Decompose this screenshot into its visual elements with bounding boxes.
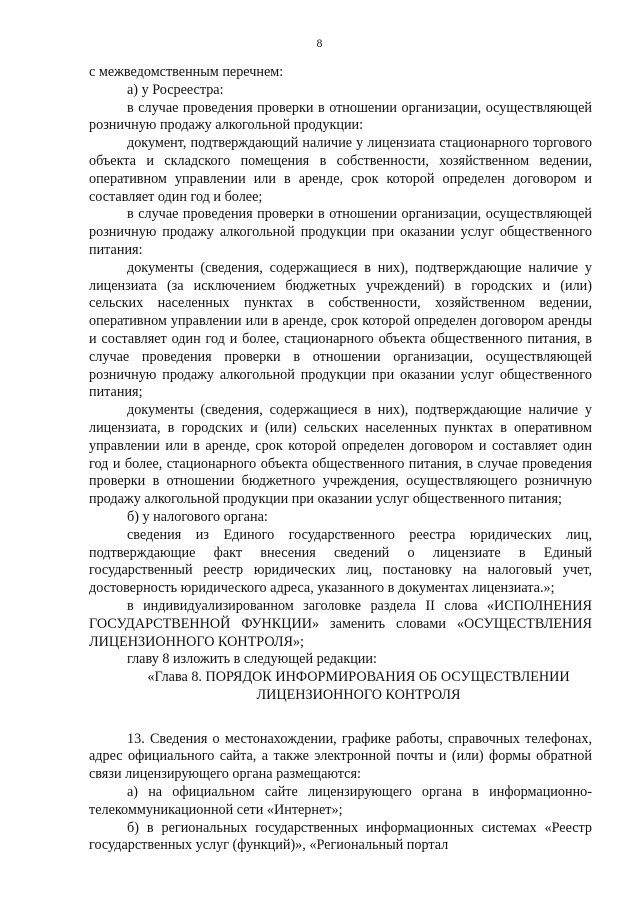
paragraph-documents-licensee: документы (сведения, содержащиеся в них), подтверждающие наличие у лицензиата (за исключением бюджетных учреждений) в городских и (или) сельских населенных пунктах в собственности, хозяйственном ведении, оперативном управлении или в аренде, срок которой определен договором аренды и составляет один год и более, стационарного объекта общественного питания, в случае проведения проверки в отношении организации, осуществляющей розничную продажу алкогольной продукции при оказании услуг общественного питания;	[89, 259, 592, 401]
paragraph-case-catering: в случае проведения проверки в отношении организации, осуществляющей розничную продажу алкогольной продукции при оказании услуг общественного питания:	[89, 206, 592, 258]
chapter-8-heading: «Глава 8. ПОРЯДОК ИНФОРМИРОВАНИЯ ОБ ОСУЩЕСТВЛЕНИИ ЛИЦЕНЗИОННОГО КОНТРОЛЯ	[147, 669, 570, 703]
paragraph-section-heading-change: в индивидуализированном заголовке раздела II слова «ИСПОЛНЕНИЯ ГОСУДАРСТВЕННОЙ ФУНКЦИИ» заменить словами «ОСУЩЕСТВЛЕНИЯ ЛИЦЕНЗИОННОГО КОНТРОЛЯ»;	[89, 597, 592, 650]
paragraph-tax-authority: б) у налогового органа:	[127, 508, 268, 525]
spacer	[89, 705, 592, 731]
paragraph-document-object: документ, подтверждающий наличие у лицензиата стационарного торгового объекта и складского помещения в собственности, хозяйственном ведении, оперативном управлении или в аренде, срок которой определен договором и составляет один год и более;	[89, 135, 592, 205]
paragraph-item-13b: б) в региональных государственных информационных системах «Реестр государственных услуг (функций)», «Региональный портал	[89, 819, 592, 854]
page-number: 8	[316, 38, 323, 50]
paragraph-item-13a: а) на официальном сайте лицензирующего органа в информационно-телекоммуникационной сети «Интернет»;	[89, 784, 592, 818]
page-body	[89, 64, 592, 855]
paragraph-rosreestr: а) у Росреестра:	[127, 81, 224, 98]
paragraph-item-13: 13. Сведения о местонахождении, графике работы, справочных телефонах, адрес официального сайта, а также электронной почты и (или) формы обратной связи лицензирующего органа размещаются:	[89, 730, 592, 783]
paragraph-intro: с межведомственным перечнем:	[89, 64, 284, 80]
paragraph-egrul-info: сведения из Единого государственного реестра юридических лиц, подтверждающие факт внесения сведений о лицензиате в Единый государственный реестр юридических лиц, постановку на налоговый учет, достоверность юридического адреса, указанного в документах лицензиата.»;	[89, 526, 592, 597]
paragraph-chapter-8-intro: главу 8 изложить в следующей редакции:	[127, 651, 377, 668]
paragraph-case-retail: в случае проведения проверки в отношении организации, осуществляющей розничную продажу алкогольной продукции:	[89, 99, 592, 134]
paragraph-documents-budget: документы (сведения, содержащиеся в них), подтверждающие наличие у лицензиата, в городских и (или) сельских населенных пунктах в оперативном управлении или в аренде, срок которой определен договором и составляет один год и более, стационарного объекта общественного питания, в случае проведения проверки в отношении бюджетного учреждения, осуществляющего розничную продажу алкогольной продукции при оказании услуг общественного питания;	[89, 402, 592, 508]
